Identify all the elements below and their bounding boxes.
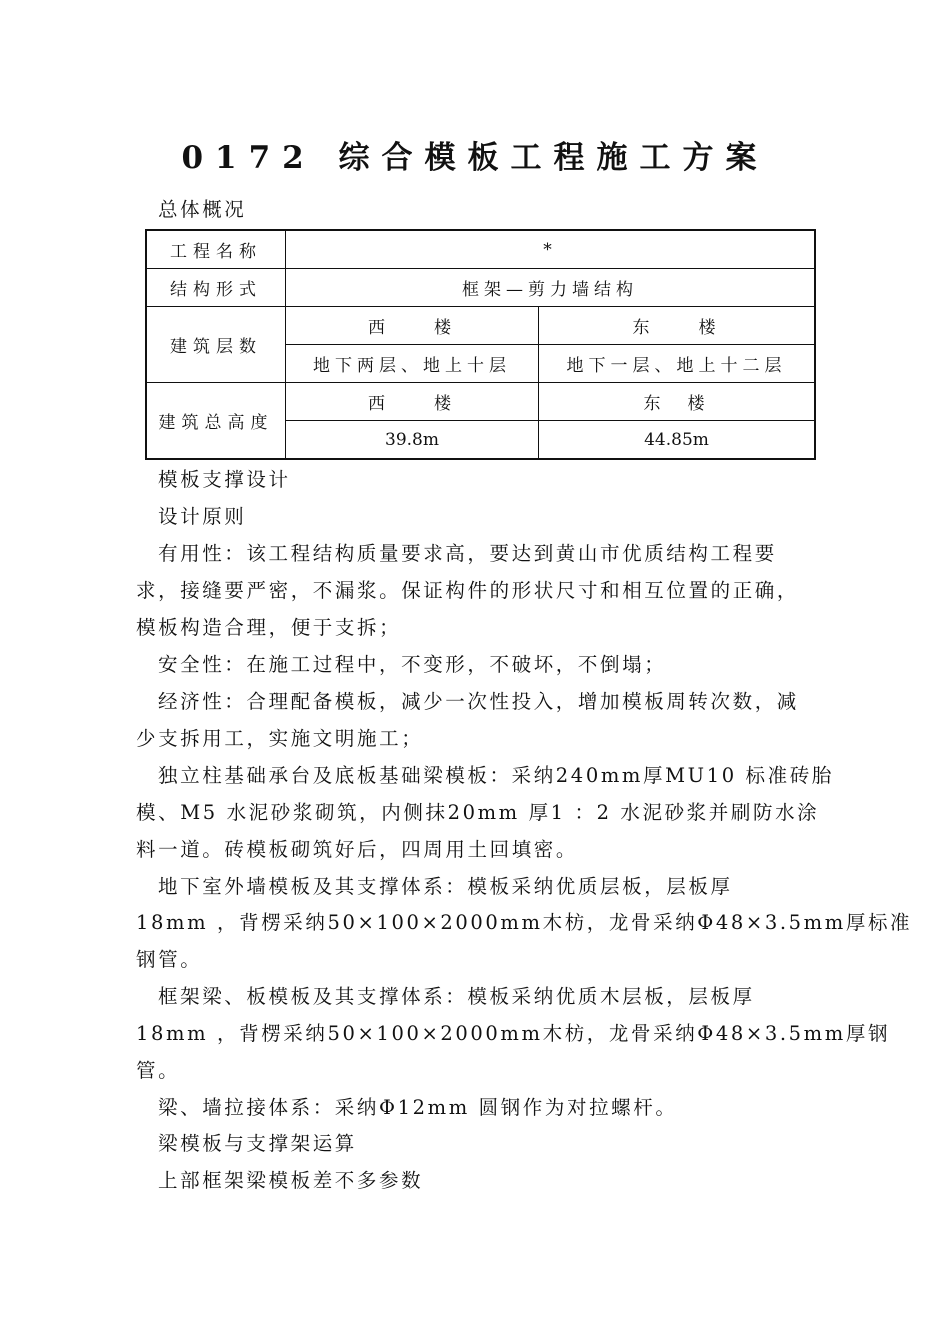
paragraph-line: 框架梁、板模板及其支撑体系：模板采纳优质木层板，层板厚: [158, 985, 755, 1008]
table-value-east-height: 44.85m: [539, 421, 816, 460]
table-value-project-name: *: [286, 230, 816, 269]
paragraph-line: 模板构造合理，便于支拆；: [136, 616, 402, 639]
paragraph-line: 安全性：在施工过程中，不变形，不破坏，不倒塌；: [158, 653, 667, 676]
table-row: [146, 383, 815, 421]
table-header-east-building: 东 楼: [539, 383, 816, 421]
paragraph-line: 有用性：该工程结构质量要求高，要达到黄山市优质结构工程要: [158, 542, 777, 565]
section-heading-beam-params: 上部框架梁模板差不多参数: [158, 1169, 424, 1192]
paragraph-line: 模、M5 水泥砂浆砌筑，内侧抹20mm 厚1 ：2 水泥砂浆并刷防水涂: [136, 801, 820, 824]
section-heading-beam-calc: 梁模板与支撑架运算: [158, 1132, 357, 1155]
paragraph-line: 18mm ，背楞采纳50×100×2000mm木枋，龙骨采纳Φ48×3.5mm厚标准: [136, 911, 913, 934]
table-row: [146, 230, 815, 269]
paragraph-line: 经济性：合理配备模板，减少一次性投入，增加模板周转次数，减: [158, 690, 799, 713]
paragraph-line: 求，接缝要严密，不漏浆。保证构件的形状尺寸和相互位置的正确，: [136, 579, 800, 602]
paragraph-line: 料一道。砖模板砌筑好后，四周用土回填密。: [136, 838, 579, 861]
table-header-west-building: 西 楼: [286, 307, 539, 345]
section-heading-design-principles: 设计原则: [158, 505, 247, 528]
paragraph-line: 少支拆用工，实施文明施工；: [136, 727, 424, 750]
paragraph-line: 钢管。: [136, 948, 203, 971]
table-label-floors: 建筑层数: [146, 307, 286, 383]
section-heading-formwork-design: 模板支撑设计: [158, 468, 291, 491]
table-row: [146, 269, 815, 307]
table-value-west-height: 39.8m: [286, 421, 539, 460]
document-title: 0172 综合模板工程施工方案: [181, 140, 769, 176]
table-value-west-floors: 地下两层、地上十层: [286, 345, 539, 383]
table-value-structure-type: 框架—剪力墙结构: [286, 269, 816, 307]
table-header-east-building: 东 楼: [539, 307, 816, 345]
project-overview-table: [145, 229, 816, 460]
paragraph-line: 18mm ，背楞采纳50×100×2000mm木枋，龙骨采纳Φ48×3.5mm厚钢: [136, 1022, 891, 1045]
table-row: [146, 307, 815, 345]
paragraph-line: 梁、墙拉接体系：采纳Φ12mm 圆钢作为对拉螺杆。: [158, 1096, 678, 1119]
table-label-structure-type: 结构形式: [146, 269, 286, 307]
table-label-total-height: 建筑总高度: [146, 383, 286, 460]
table-label-project-name: 工程名称: [146, 230, 286, 269]
table-header-west-building: 西 楼: [286, 383, 539, 421]
paragraph-line: 地下室外墙模板及其支撑体系：模板采纳优质层板，层板厚: [158, 875, 733, 898]
paragraph-line: 独立柱基础承台及底板基础梁模板：采纳240mm厚MU10 标准砖胎: [158, 764, 834, 787]
section-heading-overview: 总体概况: [158, 198, 247, 221]
table-value-east-floors: 地下一层、地上十二层: [539, 345, 816, 383]
paragraph-line: 管。: [136, 1059, 181, 1082]
